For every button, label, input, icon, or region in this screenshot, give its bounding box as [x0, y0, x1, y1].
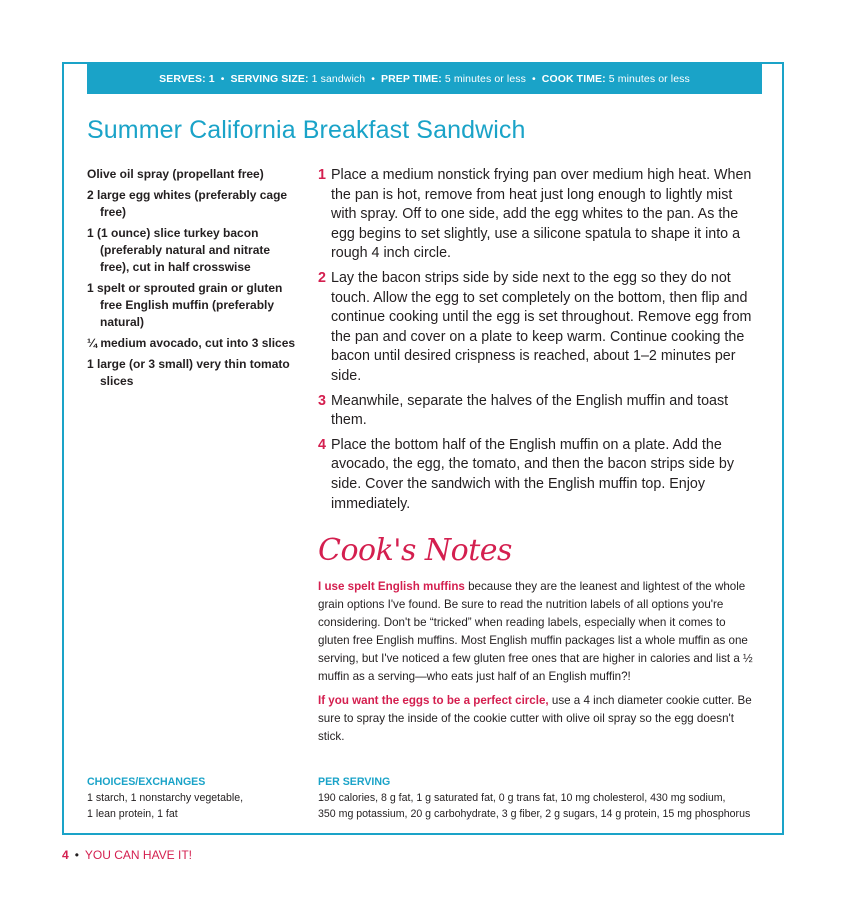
nutrition-line: 190 calories, 8 g fat, 1 g saturated fat, 0 g trans fat, 10 mg cholesterol, 430 mg sodium, — [318, 792, 726, 804]
choices-line: 1 lean protein, 1 fat — [87, 808, 178, 820]
banner-separator: • — [531, 73, 536, 85]
ingredient-item: ¼ medium avocado, cut into 3 slices — [87, 336, 296, 350]
step-text: Meanwhile, separate the halves of the English muffin and toast them. — [331, 392, 729, 429]
per-serving-nutrition — [318, 774, 758, 822]
step-text: Lay the bacon strips side by side next to the egg so they do not touch. Allow the egg to set completely on the bottom, then flip and continue cooking until the egg is set throughout. Remove egg from the pan and cover on a plate to keep warm. Continue cooking the bacon until desired crispness is reached, about 1–2 minutes per side. — [331, 269, 752, 384]
serves-label: SERVES: — [159, 73, 206, 85]
choices-heading: CHOICES/EXCHANGES — [87, 776, 206, 788]
banner-separator: • — [220, 73, 225, 85]
cooks-note-paragraph — [318, 578, 758, 686]
book-title: YOU CAN HAVE IT! — [84, 848, 193, 862]
cooks-note-text: use a 4 inch diameter cookie cutter. Be sure to spray the inside of the cookie cutter with olive oil spray so the egg doesn't stick. — [318, 694, 752, 743]
banner-separator: • — [371, 73, 375, 85]
step-item — [318, 392, 758, 431]
prep-time-label: PREP TIME: — [380, 73, 442, 85]
choices-exchanges — [87, 774, 302, 822]
prep-time-value: 5 minutes or less — [444, 73, 526, 85]
cooks-note-paragraph — [318, 692, 758, 746]
ingredient-item: 1 large (or 3 small) very thin tomato slices — [87, 357, 290, 388]
nutrition-line: 350 mg potassium, 20 g carbohydrate, 3 g fiber, 2 g sugars, 14 g protein, 15 mg phosphorus — [318, 808, 751, 820]
serving-size-label: SERVING SIZE: — [230, 73, 309, 85]
per-serving-heading: PER SERVING — [318, 776, 391, 788]
step-text: Place a medium nonstick frying pan over medium high heat. When the pan is hot, remove from heat just long enough to lightly mist with spray. Off to one side, add the egg whites to the pan. As the egg begins to set slightly, use a silicone spatula to shape it into a rough 4 inch circle. — [331, 167, 752, 262]
cooks-note-lead: I use spelt English muffins — [318, 580, 465, 593]
serves-value: 1 — [208, 73, 215, 85]
ingredient-item: 2 large egg whites (preferably cage free) — [87, 188, 288, 219]
page-footer — [62, 848, 192, 862]
step-number: 3 — [318, 392, 326, 409]
cooks-notes-heading: Cook's Notes — [318, 533, 512, 568]
cook-time-value: 5 minutes or less — [608, 73, 690, 85]
page-number: 4 — [62, 848, 69, 862]
ingredient-item: 1 spelt or sprouted grain or gluten free English muffin (preferably natural) — [87, 281, 283, 329]
footer-separator: • — [74, 848, 79, 862]
ingredient-item: Olive oil spray (propellant free) — [87, 167, 264, 181]
ingredient-list — [87, 166, 302, 394]
step-item — [318, 166, 758, 264]
recipe-title: Summer California Breakfast Sandwich — [87, 116, 526, 144]
ingredient-item: 1 (1 ounce) slice turkey bacon (preferably natural and nitrate free), cut in half crosswise — [87, 226, 271, 274]
step-text: Place the bottom half of the English muffin on a plate. Add the avocado, the egg, the tomato, and then the bacon strips side by side. Cover the sandwich with the English muffin top. Enjoy immediately. — [331, 436, 734, 512]
serving-size-value: 1 sandwich — [311, 73, 366, 85]
step-item — [318, 269, 758, 387]
cooks-notes-body — [318, 578, 758, 752]
cooks-note-text: because they are the leanest and lightest of the whole grain options I've found. Be sure to read the nutrition labels of all options you're considering. Don't be “tricked” when reading labels, especially when it comes to gluten free English muffins. Most English muffin packages list a whole muffin as one serving, but I've noticed a few gluten free ones that are higher in calories and list a ½ muffin as a serving—who eats just half of an English muffin?! — [318, 580, 753, 683]
instruction-steps — [318, 166, 758, 519]
cooks-note-lead: If you want the eggs to be a perfect circle, — [318, 694, 549, 707]
cook-time-label: COOK TIME: — [541, 73, 606, 85]
step-item — [318, 436, 758, 514]
step-number: 1 — [318, 167, 326, 183]
step-number: 2 — [318, 269, 326, 286]
step-number: 4 — [318, 436, 326, 453]
recipe-info-banner — [87, 64, 762, 94]
choices-line: 1 starch, 1 nonstarchy vegetable, — [87, 792, 244, 804]
